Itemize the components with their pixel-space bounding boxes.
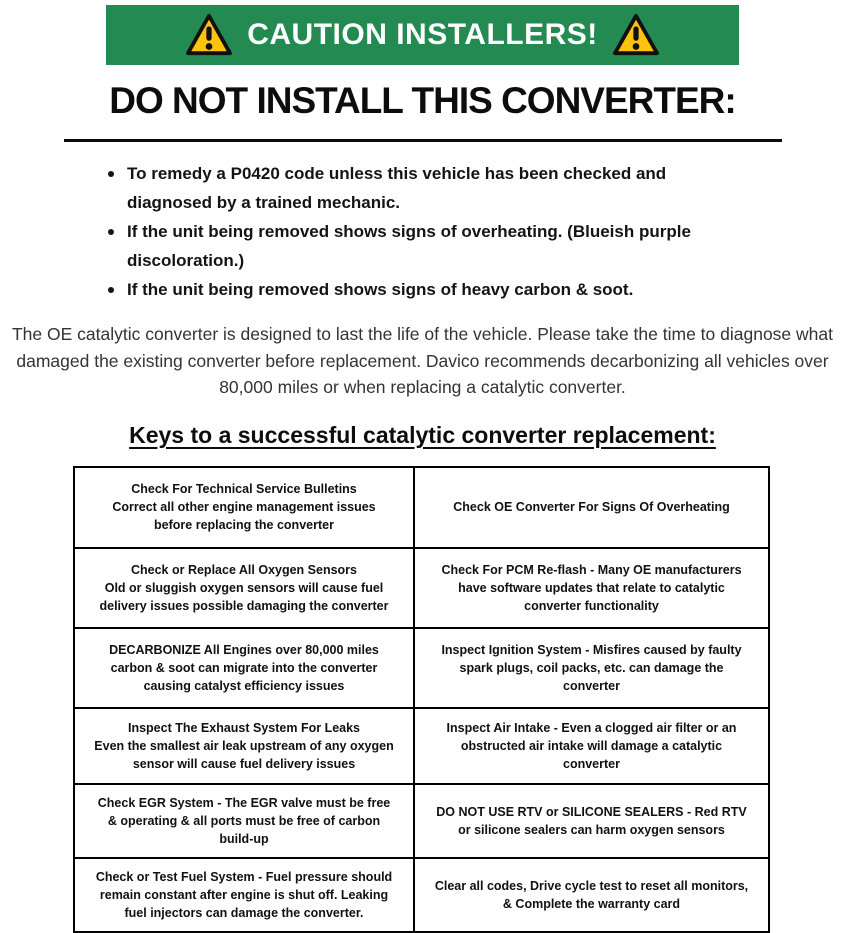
table-cell-left xyxy=(74,784,414,858)
table-cell-line: Check For Technical Service Bulletins xyxy=(131,482,357,496)
table-row xyxy=(74,784,769,858)
table-cell-line: Check EGR System - The EGR valve must be free & operating & all ports must be free of carbon build-up xyxy=(97,795,391,846)
table-cell-left xyxy=(74,548,414,628)
table-cell-right xyxy=(414,708,769,784)
table-cell-right xyxy=(414,784,769,858)
caution-banner xyxy=(106,5,739,65)
table-cell-line: DO NOT USE RTV or SILICONE SEALERS - Red RTV or silicone sealers can harm oxygen sensors xyxy=(436,804,747,837)
table-row xyxy=(74,548,769,628)
table-cell-line: Inspect The Exhaust System For Leaks xyxy=(127,720,361,735)
table-cell-right xyxy=(414,858,769,932)
intro-paragraph: The OE catalytic converter is designed to last the life of the vehicle. Please take the time to diagnose what damaged the existing converter before replacement. Davico recommends decarbonizing all vehicles over 80,000 miles or when replacing a catalytic converter. xyxy=(11,324,833,397)
table-cell-left xyxy=(74,858,414,932)
keys-table xyxy=(73,466,770,933)
table-cell-line: Check or Replace All Oxygen Sensors xyxy=(130,562,357,577)
warning-list-item: To remedy a P0420 code unless this vehicle has been checked and diagnosed by a trained mechanic. xyxy=(127,159,712,217)
table-cell-line: Inspect Ignition System - Misfires caused by faulty spark plugs, coil packs, etc. can damage the converter xyxy=(441,642,742,693)
table-row xyxy=(74,467,769,548)
warning-list-item: If the unit being removed shows signs of heavy carbon & soot. xyxy=(127,275,712,304)
keys-table-body xyxy=(74,467,769,932)
divider-line xyxy=(64,139,782,142)
banner-title: CAUTION INSTALLERS! xyxy=(247,18,598,51)
table-cell-line: DECARBONIZE All Engines over 80,000 miles carbon & soot can migrate into the converter causing catalyst efficiency issues xyxy=(109,642,379,693)
table-cell-left xyxy=(74,628,414,708)
table-cell-left xyxy=(74,708,414,784)
keys-heading xyxy=(0,422,845,449)
table-cell-line: Check or Test Fuel System - Fuel pressure should remain constant after engine is shut off. Leaking fuel injectors can damage the converter. xyxy=(95,869,393,920)
table-cell-line: Inspect Air Intake - Even a clogged air filter or an obstructed air intake will damage a catalytic converter xyxy=(446,720,737,771)
table-cell-left xyxy=(74,467,414,548)
page-title: DO NOT INSTALL THIS CONVERTER: xyxy=(109,80,736,121)
warning-list-item: If the unit being removed shows signs of overheating. (Blueish purple discoloration.) xyxy=(127,217,712,275)
table-row xyxy=(74,858,769,932)
table-row xyxy=(74,708,769,784)
table-cell-right xyxy=(414,628,769,708)
table-cell-line: Old or sluggish oxygen sensors will cause fuel delivery issues possible damaging the converter xyxy=(99,580,389,613)
table-cell-line: Check For PCM Re-flash - Many OE manufacturers have software updates that relate to catalytic converter functionality xyxy=(441,562,742,613)
table-row xyxy=(74,628,769,708)
warning-list xyxy=(127,159,712,304)
table-cell-right xyxy=(414,467,769,548)
warning-triangle-icon xyxy=(612,13,660,57)
table-cell-line: Even the smallest air leak upstream of any oxygen sensor will cause fuel delivery issues xyxy=(94,738,394,771)
table-cell-right xyxy=(414,548,769,628)
warning-triangle-icon xyxy=(185,13,233,57)
keys-heading-text: Keys to a successful catalytic converter replacement: xyxy=(129,421,716,448)
table-cell-line: Correct all other engine management issues before replacing the converter xyxy=(112,500,376,532)
table-cell-line: Clear all codes, Drive cycle test to reset all monitors, & Complete the warranty card xyxy=(434,878,749,911)
table-cell-line: Check OE Converter For Signs Of Overheating xyxy=(453,500,730,514)
